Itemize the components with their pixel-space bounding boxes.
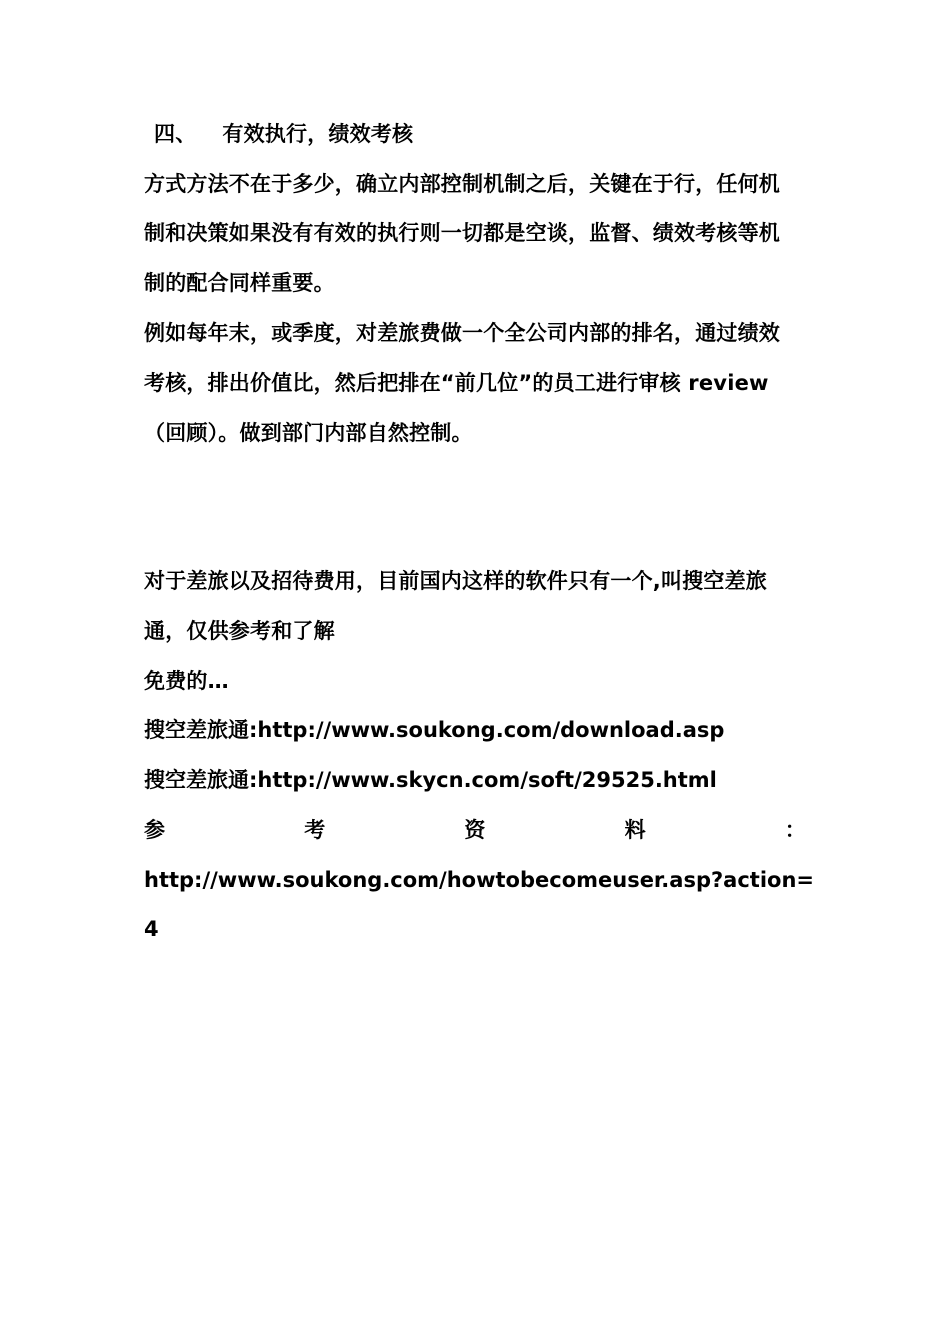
free-note: 免费的… xyxy=(144,669,229,693)
para3-line2: 通，仅供参考和了解 xyxy=(144,619,335,643)
section-heading xyxy=(154,119,816,149)
section-title: 有效执行，绩效考核 xyxy=(222,122,414,146)
reference-char: 参 xyxy=(144,818,166,842)
reference-label xyxy=(144,815,806,845)
para2-line2: 考核，排出价值比，然后把排在“前几位”的员工进行审核 review xyxy=(144,371,769,395)
section-number: 四、 xyxy=(154,122,197,146)
para3-line1: 对于差旅以及招待费用，目前国内这样的软件只有一个,叫搜空差旅 xyxy=(144,569,767,593)
para1-line2: 制和决策如果没有有效的执行则一切都是空谈，监督、绩效考核等机 xyxy=(144,221,780,245)
para1-line3: 制的配合同样重要。 xyxy=(144,271,335,295)
reference-char: 料 xyxy=(624,818,646,842)
reference-url-line2: 4 xyxy=(144,917,159,941)
reference-char: 资 xyxy=(464,818,486,842)
link-skycn-soft: 搜空差旅通:http://www.skycn.com/soft/29525.html xyxy=(144,768,717,792)
para2-line3: （回顾）。做到部门内部自然控制。 xyxy=(144,421,473,445)
link-soukong-download: 搜空差旅通:http://www.soukong.com/download.asp xyxy=(144,718,725,742)
para1-line1: 方式方法不在于多少，确立内部控制机制之后，关键在于行，任何机 xyxy=(144,172,780,196)
reference-colon: ： xyxy=(784,818,806,842)
reference-url-line1: http://www.soukong.com/howtobecomeuser.asp?action= xyxy=(144,868,814,892)
reference-char: 考 xyxy=(304,818,326,842)
para2-line1: 例如每年末，或季度，对差旅费做一个全公司内部的排名，通过绩效 xyxy=(144,321,780,345)
